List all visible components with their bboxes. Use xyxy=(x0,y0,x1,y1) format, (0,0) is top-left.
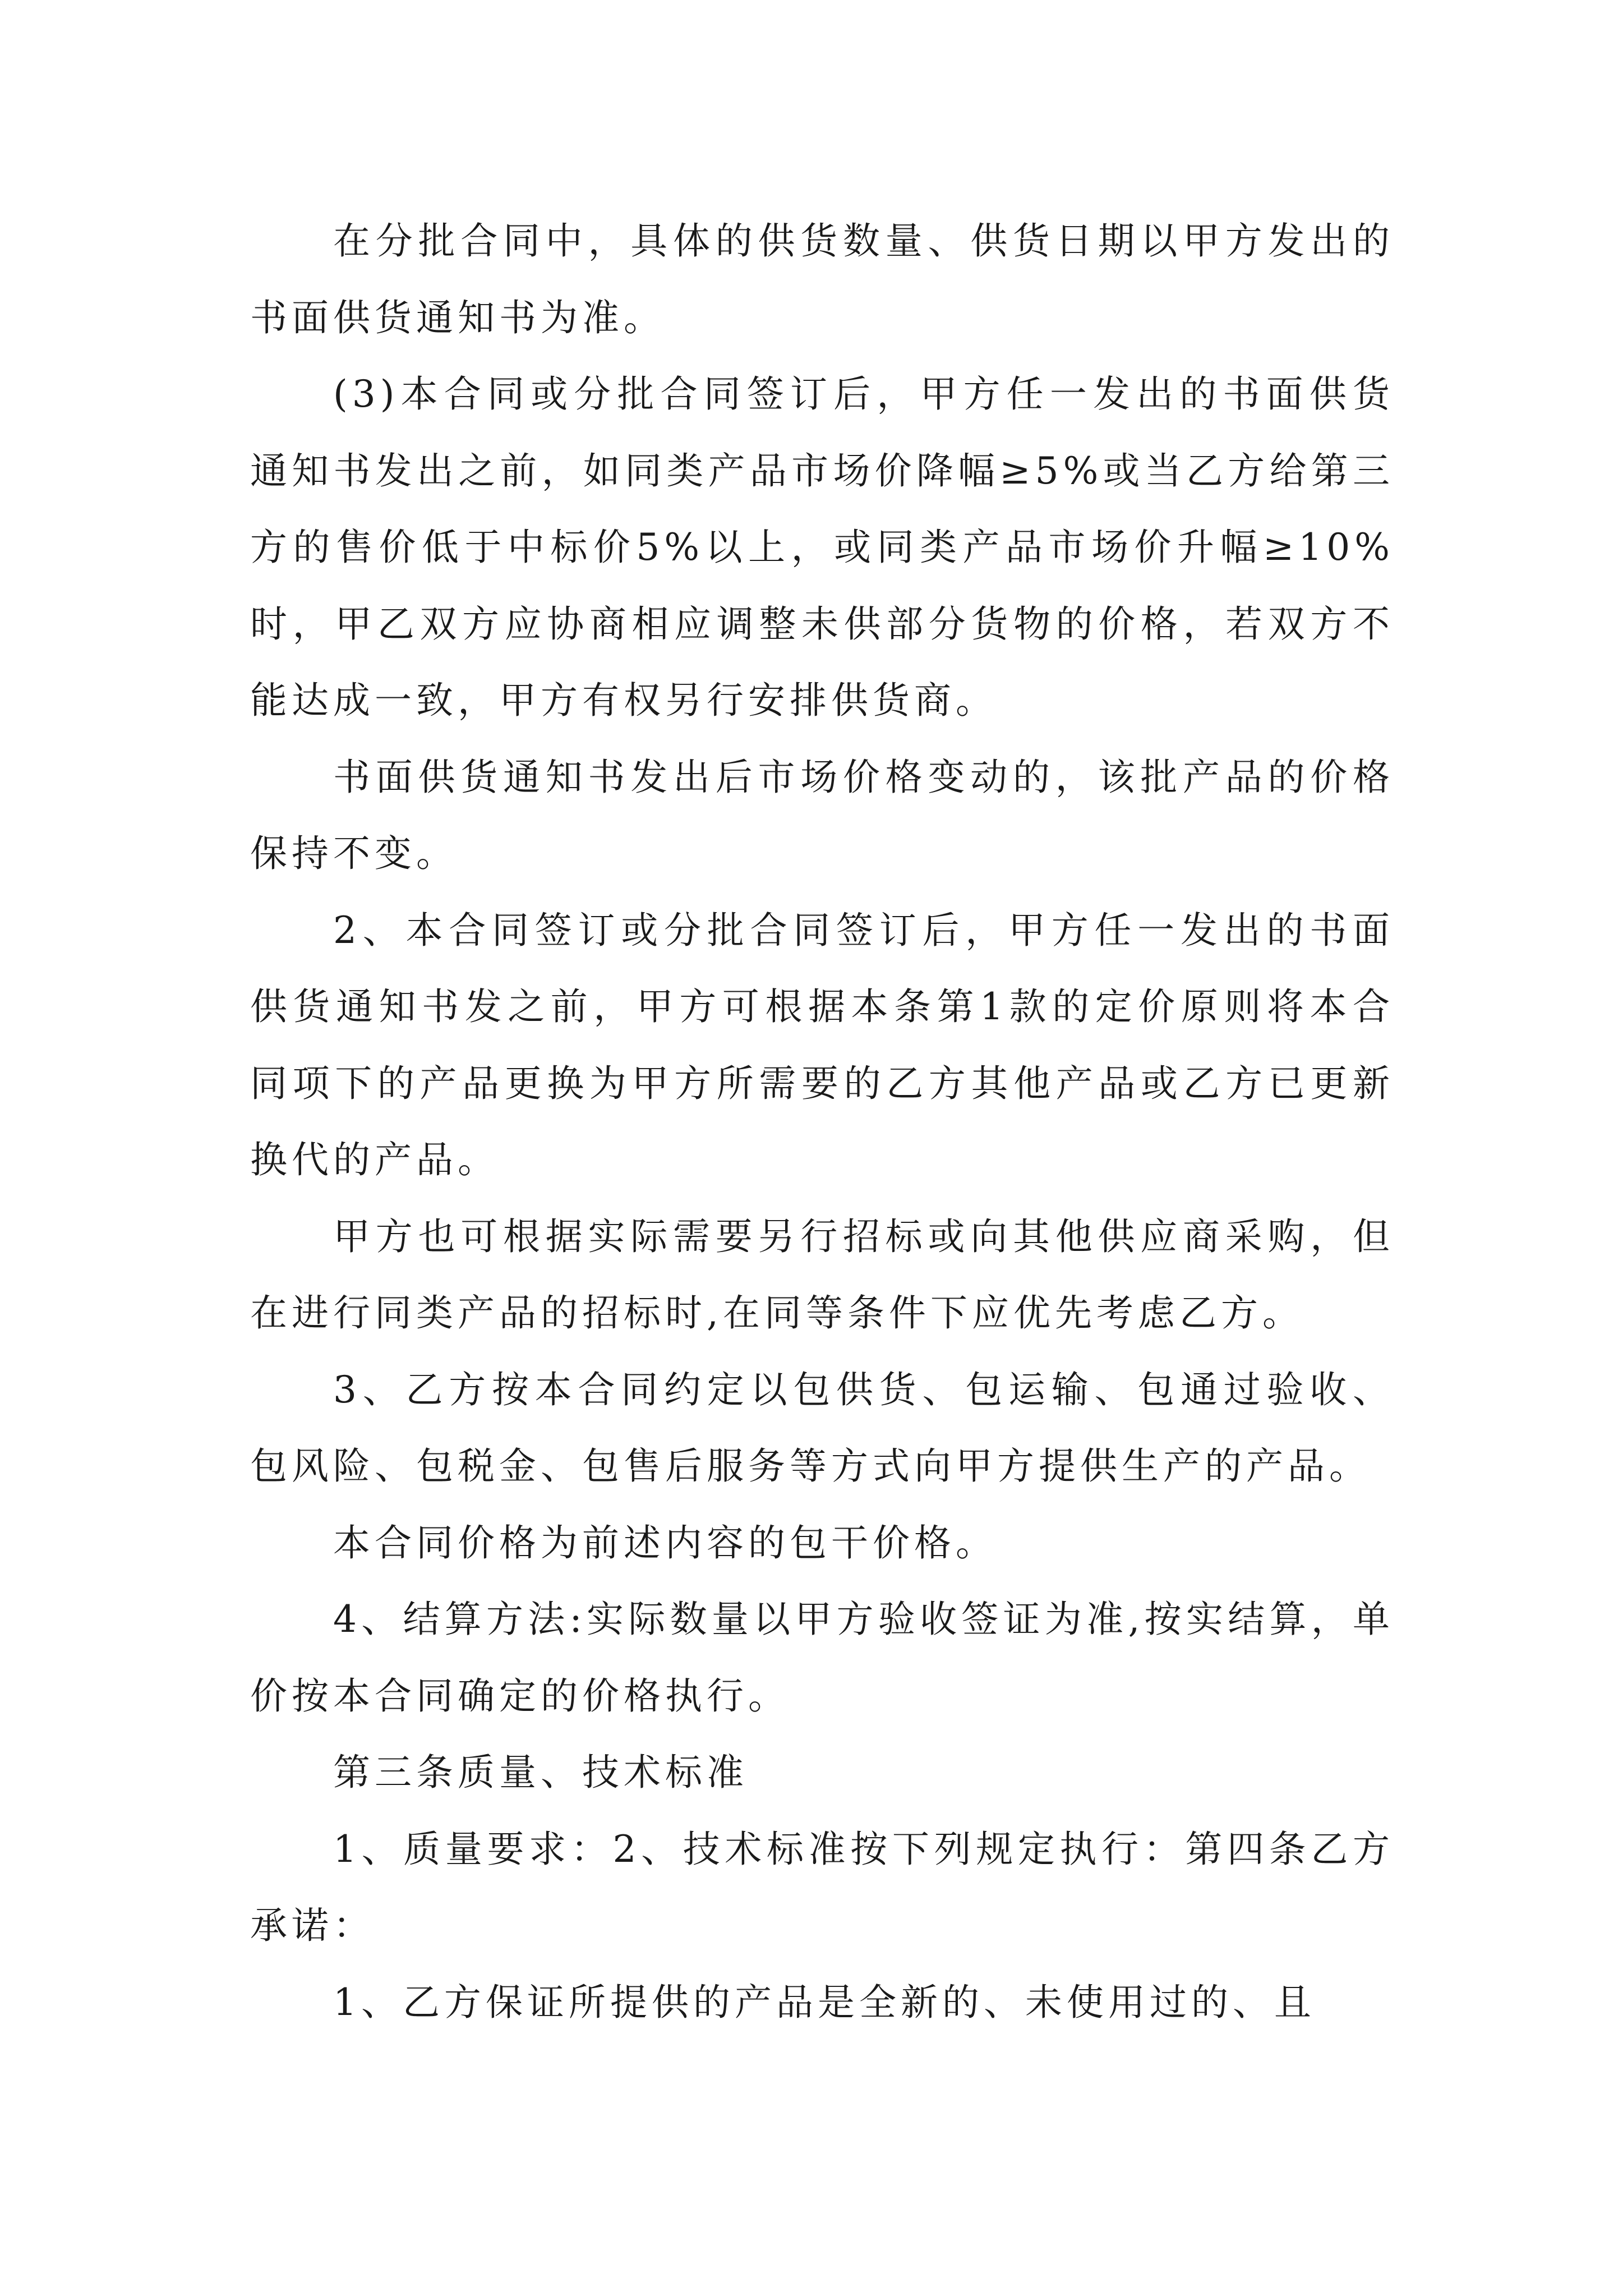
paragraph-other-suppliers: 甲方也可根据实际需要另行招标或向其他供应商采购，但在进行同类产品的招标时,在同等条件下应优先考虑乙方。 xyxy=(250,1214,1394,1335)
paragraph-supplier-guarantee: 1、乙方保证所提供的产品是全新的、未使用过的、且 xyxy=(333,1980,1316,2024)
document-body xyxy=(250,203,1394,2041)
paragraph-price-adjustment: (3)本合同或分批合同签订后，甲方任一发出的书面供货通知书发出之前，如同类产品市场价降幅≥5%或当乙方给第三方的售价低于中标价5%以上，或同类产品市场价升幅≥10%时，甲乙双方应协商相应调整未供部分货物的价格，若双方不能达成一致，甲方有权另行安排供货商。 xyxy=(250,372,1394,722)
paragraph-settlement-method: 4、结算方法:实际数量以甲方验收签证为准,按实结算，单价按本合同确定的价格执行。 xyxy=(250,1598,1394,1718)
paragraph-price-fixed: 书面供货通知书发出后市场价格变动的，该批产品的价格保持不变。 xyxy=(250,755,1394,875)
paragraph-lump-sum-price: 本合同价格为前述内容的包干价格。 xyxy=(333,1521,997,1565)
paragraph-product-replacement: 2、本合同签订或分批合同签订后，甲方任一发出的书面供货通知书发之前，甲方可根据本条第1款的定价原则将本合同项下的产品更换为甲方所需要的乙方其他产品或乙方已更新换代的产品。 xyxy=(250,908,1394,1181)
section-heading-quality-standards: 第三条质量、技术标准 xyxy=(333,1751,748,1794)
paragraph-supply-terms: 3、乙方按本合同约定以包供货、包运输、包通过验收、包风险、包税金、包售后服务等方式向甲方提供生产的产品。 xyxy=(250,1368,1394,1488)
paragraph-quality-requirements: 1、质量要求：2、技术标准按下列规定执行：第四条乙方承诺： xyxy=(250,1827,1394,1947)
paragraph-delivery-notice: 在分批合同中，具体的供货数量、供货日期以甲方发出的书面供货通知书为准。 xyxy=(250,219,1394,339)
